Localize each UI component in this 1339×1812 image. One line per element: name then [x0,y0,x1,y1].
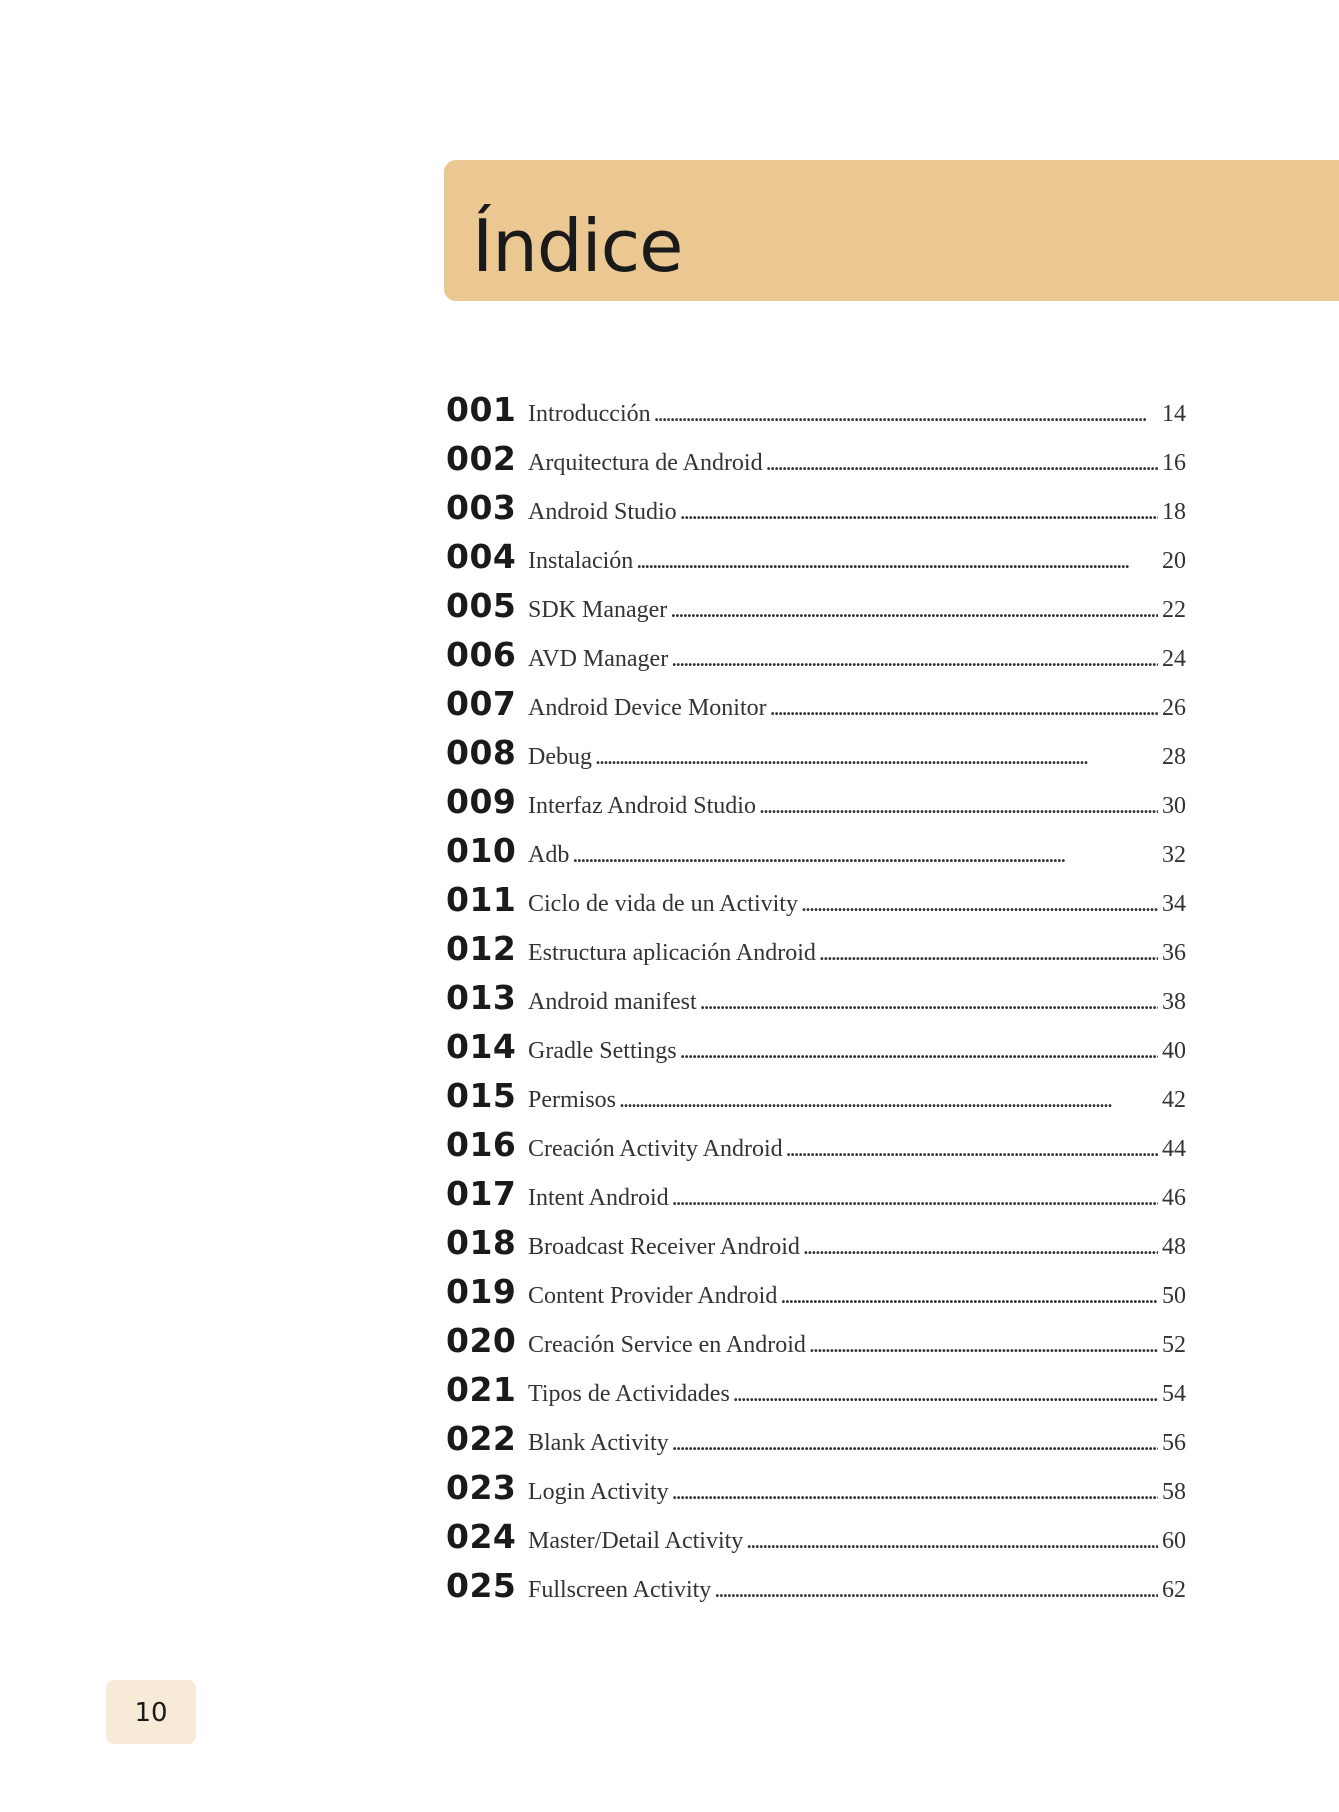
toc-dot-leader [819,940,1158,967]
toc-entry-page: 16 [1162,450,1186,476]
toc-entry-number: 013 [446,978,517,1017]
toc-entry-page: 46 [1162,1185,1186,1211]
toc-entry[interactable] [446,635,1186,684]
toc-entry-title: Debug [528,744,592,770]
toc-entry-number: 010 [446,831,517,870]
toc-entry[interactable] [446,929,1186,978]
toc-entry-title: Creación Activity Android [528,1136,783,1162]
toc-entry[interactable] [446,782,1186,831]
toc-entry[interactable] [446,1174,1186,1223]
toc-entry-title: Introducción [528,401,651,427]
toc-entry-title: Android manifest [528,989,697,1015]
toc-entry[interactable] [446,537,1186,586]
toc-entry-title: Android Device Monitor [528,695,767,721]
toc-entry-page: 24 [1162,646,1186,672]
toc-entry-number: 017 [446,1174,517,1213]
toc-dot-leader [671,646,1158,673]
toc-dot-leader [672,1479,1158,1506]
toc-entry-number: 022 [446,1419,517,1458]
toc-entry-page: 26 [1162,695,1186,721]
toc-entry-title: Gradle Settings [528,1038,677,1064]
toc-entry-number: 008 [446,733,517,772]
toc-dot-leader [746,1528,1158,1555]
toc-entry-page: 52 [1162,1332,1186,1358]
toc-entry-page: 42 [1162,1087,1186,1113]
toc-dot-leader [780,1283,1158,1310]
toc-entry[interactable] [446,488,1186,537]
page-number-badge [106,1680,196,1744]
toc-entry[interactable] [446,831,1186,880]
toc-entry[interactable] [446,684,1186,733]
toc-entry-title: Blank Activity [528,1430,669,1456]
toc-entry-page: 44 [1162,1136,1186,1162]
toc-entry-number: 018 [446,1223,517,1262]
toc-entry-title: Ciclo de vida de un Activity [528,891,798,917]
toc-entry-title: Login Activity [528,1479,669,1505]
toc-entry-page: 28 [1162,744,1186,770]
toc-entry[interactable] [446,1419,1186,1468]
toc-entry-title: Instalación [528,548,634,574]
toc-entry-title: SDK Manager [528,597,668,623]
toc-entry[interactable] [446,586,1186,635]
toc-entry-page: 56 [1162,1430,1186,1456]
toc-entry-title: Permisos [528,1087,617,1113]
toc-entry[interactable] [446,733,1186,782]
toc-entry-page: 48 [1162,1234,1186,1260]
toc-entry-number: 019 [446,1272,517,1311]
toc-dot-leader [680,1038,1158,1065]
toc-entry-title: Tipos de Actividades [528,1381,730,1407]
toc-dot-leader [803,1234,1158,1261]
toc-entry[interactable] [446,1076,1186,1125]
toc-dot-leader [636,548,1158,575]
toc-dot-leader [801,891,1158,918]
toc-entry[interactable] [446,1517,1186,1566]
toc-entry-page: 20 [1162,548,1186,574]
toc-entry-number: 025 [446,1566,517,1605]
toc-entry-number: 014 [446,1027,517,1066]
toc-entry-title: AVD Manager [528,646,669,672]
toc-entry-number: 009 [446,782,517,821]
toc-entry-page: 50 [1162,1283,1186,1309]
toc-entry-page: 22 [1162,597,1186,623]
toc-entry-number: 020 [446,1321,517,1360]
toc-dot-leader [786,1136,1158,1163]
toc-entry-page: 60 [1162,1528,1186,1554]
toc-entry[interactable] [446,1566,1186,1615]
toc-entry-page: 32 [1162,842,1186,868]
toc-entry[interactable] [446,1468,1186,1517]
toc-dot-leader [809,1332,1158,1359]
toc-entry[interactable] [446,880,1186,929]
toc-entry-page: 40 [1162,1038,1186,1064]
toc-entry-page: 30 [1162,793,1186,819]
toc-entry[interactable] [446,439,1186,488]
toc-entry-number: 021 [446,1370,517,1409]
toc-dot-leader [700,989,1158,1016]
toc-entry-page: 18 [1162,499,1186,525]
toc-entry-title: Arquitectura de Android [528,450,763,476]
toc-entry[interactable] [446,1223,1186,1272]
toc-entry-title: Android Studio [528,499,677,525]
toc-entry-number: 003 [446,488,517,527]
toc-dot-leader [572,842,1158,869]
toc-entry-number: 001 [446,390,517,429]
toc-entry-page: 38 [1162,989,1186,1015]
page-title: Índice [472,204,683,288]
toc-entry-number: 016 [446,1125,517,1164]
toc-entry[interactable] [446,978,1186,1027]
toc-entry[interactable] [446,390,1186,439]
toc-entry-title: Interfaz Android Studio [528,793,756,819]
toc-entry-number: 002 [446,439,517,478]
toc-dot-leader [680,499,1158,526]
toc-entry-page: 34 [1162,891,1186,917]
toc-dot-leader [619,1087,1158,1114]
page-number: 10 [134,1698,168,1728]
toc-entry-title: Master/Detail Activity [528,1528,744,1554]
toc-entry-number: 005 [446,586,517,625]
toc-entry-title: Adb [528,842,570,868]
toc-entry[interactable] [446,1125,1186,1174]
toc-entry-page: 58 [1162,1479,1186,1505]
index-header-band [444,160,1339,301]
toc-entry-number: 012 [446,929,517,968]
toc-entry-number: 015 [446,1076,517,1115]
toc-entry-number: 024 [446,1517,517,1556]
toc-dot-leader [672,1430,1158,1457]
toc-dot-leader [770,695,1158,722]
toc-entry-title: Broadcast Receiver Android [528,1234,800,1260]
toc-dot-leader [672,1185,1158,1212]
toc-entry[interactable] [446,1027,1186,1076]
toc-entry-number: 004 [446,537,517,576]
toc-entry[interactable] [446,1272,1186,1321]
toc-entry-title: Content Provider Android [528,1283,778,1309]
table-of-contents [446,390,1186,1615]
toc-entry-page: 54 [1162,1381,1186,1407]
toc-entry[interactable] [446,1370,1186,1419]
toc-entry-number: 023 [446,1468,517,1507]
toc-entry-title: Estructura aplicación Android [528,940,816,966]
toc-entry-page: 36 [1162,940,1186,966]
toc-entry-number: 007 [446,684,517,723]
toc-entry-title: Creación Service en Android [528,1332,806,1358]
toc-dot-leader [714,1577,1158,1604]
toc-dot-leader [759,793,1158,820]
toc-dot-leader [733,1381,1158,1408]
toc-entry-title: Fullscreen Activity [528,1577,712,1603]
toc-dot-leader [670,597,1158,624]
toc-entry-number: 006 [446,635,517,674]
toc-dot-leader [595,744,1158,771]
toc-entry[interactable] [446,1321,1186,1370]
toc-dot-leader [654,401,1158,428]
toc-entry-number: 011 [446,880,517,919]
toc-entry-page: 62 [1162,1577,1186,1603]
toc-entry-page: 14 [1162,401,1186,427]
toc-entry-title: Intent Android [528,1185,669,1211]
toc-dot-leader [766,450,1158,477]
